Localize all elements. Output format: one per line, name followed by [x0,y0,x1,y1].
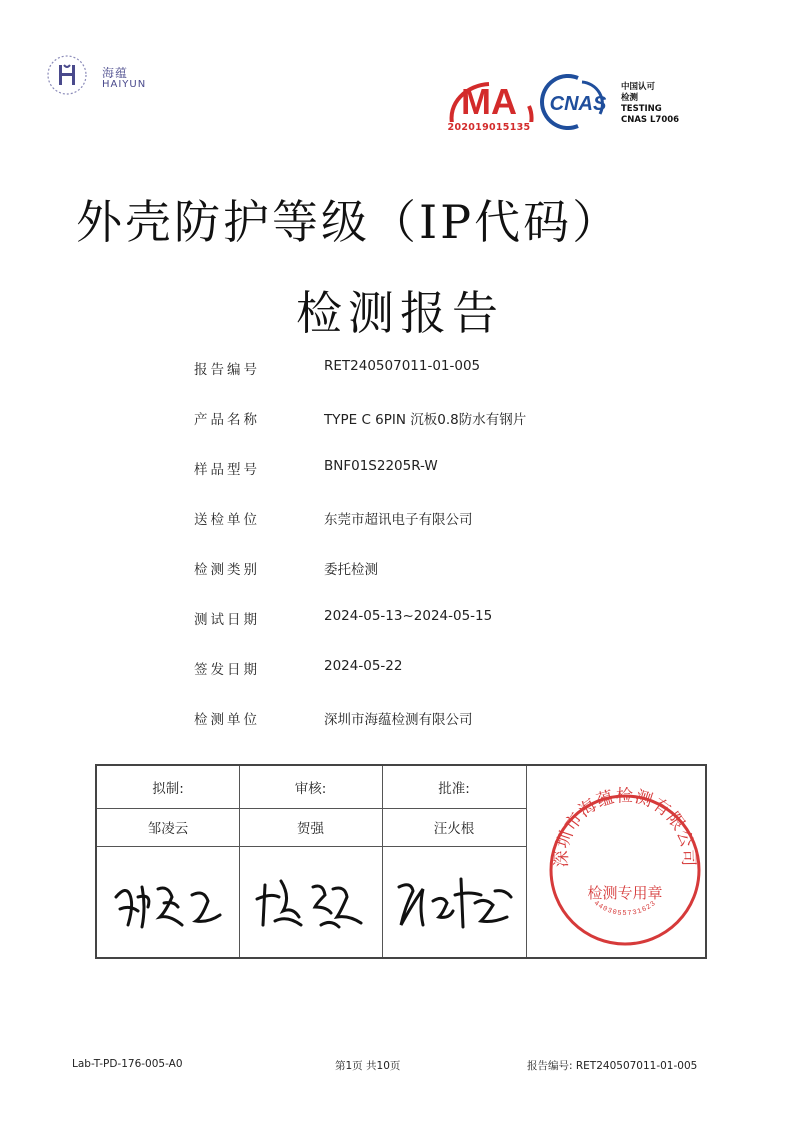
name-drafted: 邹凌云 [147,821,189,837]
signature-drafted [97,846,239,957]
info-label: 签发日期 [194,662,260,678]
report-title-line2: 检测报告 [296,286,504,340]
cnas-mark [538,74,618,130]
info-value: 东莞市超讯电子有限公司 [324,512,473,528]
cnas-line: 检测 [621,93,639,103]
handwritten-signature-icon [108,867,228,937]
handwritten-signature-icon [389,867,519,937]
info-value: BNF01S2205R-W [324,458,438,474]
info-label: 测试日期 [194,612,260,628]
cma-mark [443,76,535,138]
cnas-text-block [621,82,691,126]
cnas-line: CNAS L7006 [621,115,680,125]
company-logo-name-en: HAIYUN [102,79,147,90]
header-drafted: 拟制: [152,781,184,797]
header-reviewed: 审核: [294,781,327,797]
info-label: 样品型号 [194,462,260,478]
info-value: 委托检测 [324,562,378,578]
info-row-issue-date [0,658,800,682]
cnas-logo-icon [538,74,618,130]
table-divider [526,766,527,957]
info-label: 报告编号 [194,362,260,378]
info-value: RET240507011-01-005 [324,358,481,374]
info-row-product-name [0,408,800,432]
company-logo-name-cn: 海蕴 [102,66,129,80]
footer-doc-code: Lab-T-PD-176-005-A0 [72,1058,183,1070]
info-label: 产品名称 [194,412,260,428]
cnas-line: TESTING [621,104,662,114]
info-value: 2024-05-13~2024-05-15 [324,608,493,624]
name-approved: 汪火根 [433,821,475,837]
company-logo [46,54,146,98]
info-value: TYPE C 6PIN 沉板0.8防水有钢片 [324,412,527,428]
svg-text:4403055731623: 4403055731623 [591,899,659,919]
info-row-test-category [0,558,800,582]
info-label: 检测单位 [194,712,260,728]
footer-page-number: 第1页 共10页 [335,1060,401,1072]
cnas-letters: CNAS [549,93,607,115]
official-seal [540,774,710,954]
info-value: 深圳市海蕴检测有限公司 [324,712,473,728]
seal-stamp-icon [540,774,710,954]
signature-approved [382,846,526,957]
cma-letters: MA [461,81,517,122]
info-row-sample-model [0,458,800,482]
cma-number: 202019015135 [447,122,531,133]
footer-report-number: 报告编号: RET240507011-01-005 [527,1060,698,1072]
handwritten-signature-icon [251,867,371,937]
cnas-line: 中国认可 [621,82,656,92]
info-row-client [0,508,800,532]
info-label: 送检单位 [194,512,260,528]
name-reviewed: 贺强 [297,821,324,837]
svg-text:深圳市海蕴检测有限公司: 深圳市海蕴检测有限公司 [551,786,699,868]
haiyun-logo-icon [46,54,88,96]
report-title-line1: 外壳防护等级（IP代码） [76,195,622,249]
info-row-report-number [0,358,800,382]
header-approved: 批准: [438,781,470,797]
signature-reviewed [239,846,382,957]
info-value: 2024-05-22 [324,658,403,674]
info-row-testing-unit [0,708,800,732]
info-label: 检测类别 [194,562,260,578]
info-row-test-date [0,608,800,632]
cma-logo-icon [443,76,535,122]
svg-text:检测专用章: 检测专用章 [587,884,663,902]
